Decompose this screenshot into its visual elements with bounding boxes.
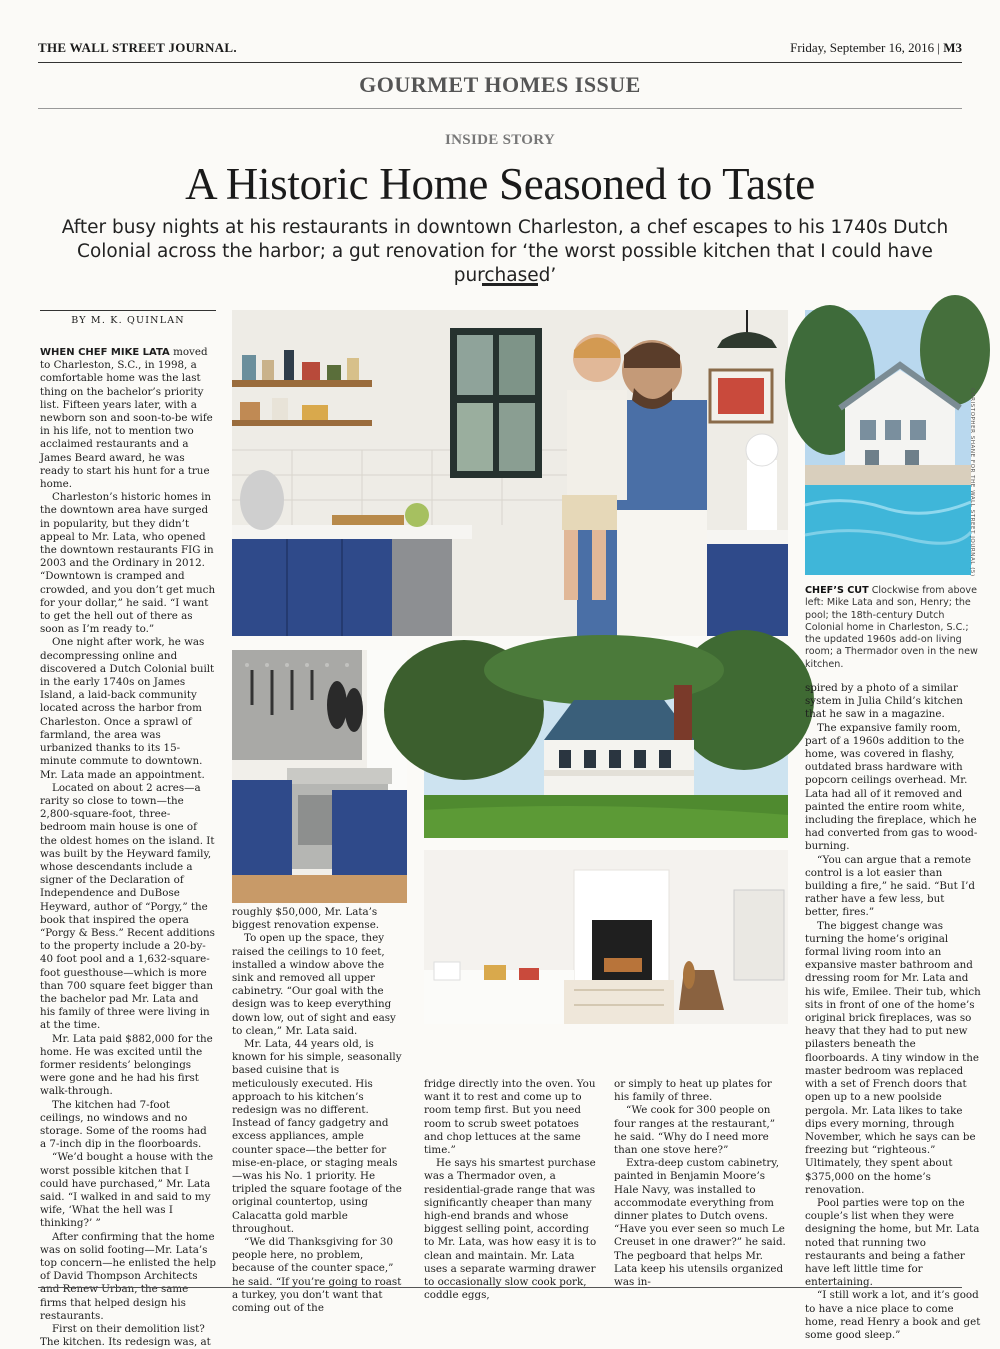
paragraph: The kitchen had 7-foot ceilings, no windows and no storage. Some of the rooms had a 7-inch dip in the floorboards. bbox=[40, 1098, 207, 1151]
paragraph bbox=[40, 346, 216, 491]
lead-in: WHEN CHEF MIKE LATA bbox=[40, 347, 170, 358]
paragraph: He says his smartest purchase was a Thermador oven, a residential-grade range that was significantly cheaper than many high-end brands and whose biggest selling point, according to Mr. Lata, was how easy it is to clean and maintain. Mr. Lata uses a separate warming drawer to occasionally slow cook pork, coddle eggs, bbox=[424, 1157, 597, 1302]
paragraph: “I still work a lot, and it’s good to have a nice place to come home, read Henry a book and get some good sleep.” bbox=[805, 1289, 981, 1341]
paragraph: or simply to heat up plates for his family of three. bbox=[614, 1078, 772, 1104]
paragraph: One night after work, he was decompressing online and discovered a Dutch Colonial built in the early 1740s on James Island, a laid-back community located across the harbor from Charleston. Once a sprawl of farmland, the area was urbanized thanks to its 15-minute commute to downtown. Mr. Lata made an appointment. bbox=[40, 636, 215, 781]
article-column-3 bbox=[424, 1078, 598, 1302]
kitchen-photo bbox=[232, 310, 788, 636]
paragraph: Extra-deep custom cabinetry, painted in Benjamin Moore’s Hale Navy, was installed to accommodate everything from dinner plates to Dutch ovens. “Have you ever seen so much Le Creuset in one drawer?” he said. The pegboard that helps Mr. Lata keep his utensils organized was in- bbox=[614, 1157, 786, 1289]
caption-lead: CHEF’S CUT bbox=[805, 585, 869, 596]
page-header bbox=[38, 40, 962, 56]
house-photo bbox=[424, 650, 788, 838]
caption-text: Clockwise from above left: Mike Lata and son, Henry; the pool; the 18th-century Dutch Colonial home in Charleston, S.C.; the updated 1960s add-on living room; a Thermador oven in the new kitchen. bbox=[805, 585, 978, 670]
paragraph: “You can argue that a remote control is a lot easier than building a fire,” he said. “But I’d rather have a few less, but better, fires.” bbox=[805, 853, 975, 919]
paragraph: To open up the space, they raised the ceilings to 10 feet, installed a window above the sink and removed all upper cabinetry. “Our goal with the design was to keep everything down low, out of sight and easy to clean,” Mr. Lata said. bbox=[232, 932, 396, 1037]
paragraph: “We’d bought a house with the worst possible kitchen that I could have purchased,” Mr. Lata said. “I walked in and said to my wife, ‘What the hell was I thinking?’ ” bbox=[40, 1151, 214, 1230]
paragraph: Pool parties were top on the couple’s list when they were designing the home, but Mr. Lata noted that running two restaurants and being a father have left little time for entertaining. bbox=[805, 1196, 980, 1289]
byline-rule bbox=[40, 310, 216, 311]
photo-caption bbox=[805, 585, 981, 671]
paragraph: Located on about 2 acres—a rarity so close to town—the 2,800-square-foot, three-bedroom main house is one of the oldest homes on the island. It was built by the Heyward family, whose descendants include a signer of the Declaration of Independence and DuBose Heyward, author of “Porgy,” the book that inspired the opera “Porgy & Bess.” Recent additions to the property include a 20-by-40 foot pool and a 1,632-square-foot guesthouse—which is more than 700 square feet bigger than the bachelor pad Mr. Lata and his family of three were living in at the time. bbox=[40, 781, 215, 1032]
paragraph: roughly $50,000, Mr. Lata’s biggest renovation expense. bbox=[232, 906, 380, 932]
paragraph: Charleston’s historic homes in the downtown area have surged in popularity, but they didn’t appeal to Mr. Lata, who opened the downtown restaurants FIG in 2003 and the Ordinary in 2012. “Downtown is cramped and crowded, and you don’t get much for your dollar,” he said. “I want to get the hell out of there as soon as I’m ready to.” bbox=[40, 491, 216, 636]
paragraph: fridge directly into the oven. You want it to rest and come up to room temp first. But you need room to scrub sweet potatoes and chop lettuces at the same time.” bbox=[424, 1078, 596, 1157]
paragraph: After confirming that the home was on solid footing—Mr. Lata’s top concern—he enlisted the help of David Thompson Architects and Renew Urban, the same firms that helped design his restaurants. bbox=[40, 1230, 216, 1322]
article-column-2 bbox=[232, 906, 407, 1315]
page-number: M3 bbox=[943, 40, 962, 55]
photo-credit: CHRISTOPHER SHANE FOR THE WALL STREET JOURNAL (5) bbox=[969, 388, 975, 577]
pool-photo bbox=[805, 310, 971, 575]
issue-date: Friday, September 16, 2016 bbox=[790, 40, 935, 55]
paragraph: Mr. Lata, 44 years old, is known for his simple, seasonally based cuisine that is meticulously executed. His approach to his kitchen’s redesign was no different. Instead of fancy gadgetry and excess appliances, ample counter space—the better for mise-en-place, or staging meals—was his No. 1 priority. He tripled the square footage of the original countertop, using Calacatta gold marble throughout. bbox=[232, 1038, 402, 1235]
lead-text: moved to Charleston, S.C., in 1998, a comfortable home was the last thing on the bachelor’s priority list. Fifteen years later, with a newborn son and soon-to-be wife in his life, not to mention two acclaimed restaurants and a James Beard award, he was ready to start his hunt for a true home. bbox=[40, 346, 213, 491]
deck: After busy nights at his restaurants in downtown Charleston, a chef escapes to his 1740s Dutch Colonial across the harbor; a gut renovation for ‘the worst possible kitchen that I could have purchased’ bbox=[61, 217, 949, 286]
article-column-5 bbox=[805, 682, 981, 1341]
header-rule bbox=[38, 62, 962, 63]
section-title: GOURMET HOMES ISSUE bbox=[359, 72, 641, 97]
headline: A Historic Home Seasoned to Taste bbox=[185, 159, 815, 209]
paragraph: The biggest change was turning the home’s original formal living room into an expansive master bathroom and dressing room for Mr. Lata and his wife, Emilee. Their tub, which sits in front of one of the home’s original brick fireplaces, was so heavy that they had to put new pilasters beneath the floorboards. A tiny window in the master bedroom was replaced with a set of French doors that open up to a new poolside pergola. Mr. Lata likes to take dips every morning, through November, which he says can be freezing but “righteous.” Ultimately, they spent about $375,000 on the home’s renovation. bbox=[805, 919, 981, 1196]
article-column-1 bbox=[40, 346, 216, 1349]
paragraph: Mr. Lata paid $882,000 for the home. He was excited until the former residents’ belongings were gone and he had his first walk-through. bbox=[40, 1032, 213, 1098]
paragraph: “We cook for 300 people on four ranges at the restaurant,” he said. “Why do I need more than one stove here?” bbox=[614, 1104, 776, 1157]
paragraph: spired by a photo of a similar system in Julia Child’s kitchen that he saw in a magazine. bbox=[805, 682, 963, 721]
paragraph: The expansive family room, part of a 1960s addition to the home, was covered in flashy, outdated brass hardware with popcorn ceilings overhead. Mr. Lata had all of it removed and painted the entire room white, including the fireplace, which he had converted from gas to wood-burning. bbox=[805, 721, 978, 853]
article-column-4 bbox=[614, 1078, 788, 1289]
masthead: THE WALL STREET JOURNAL. bbox=[38, 40, 237, 55]
paragraph: First on their demolition list? The kitchen. Its redesign was, at bbox=[40, 1323, 211, 1349]
paragraph: “We did Thanksgiving for 30 people here, no problem, because of the counter space,” he said. “If you’re going to roast a turkey, you don’t want that coming out of the bbox=[232, 1236, 402, 1315]
footer-rule bbox=[38, 1287, 962, 1288]
deck-divider bbox=[482, 283, 538, 286]
byline: BY M. K. QUINLAN bbox=[71, 315, 185, 326]
kicker: INSIDE STORY bbox=[445, 132, 555, 148]
living-room-photo bbox=[424, 850, 788, 1024]
oven-photo bbox=[232, 650, 407, 903]
section-rule bbox=[38, 108, 962, 109]
dateline: Friday, September 16, 2016 | M3 bbox=[790, 40, 962, 55]
